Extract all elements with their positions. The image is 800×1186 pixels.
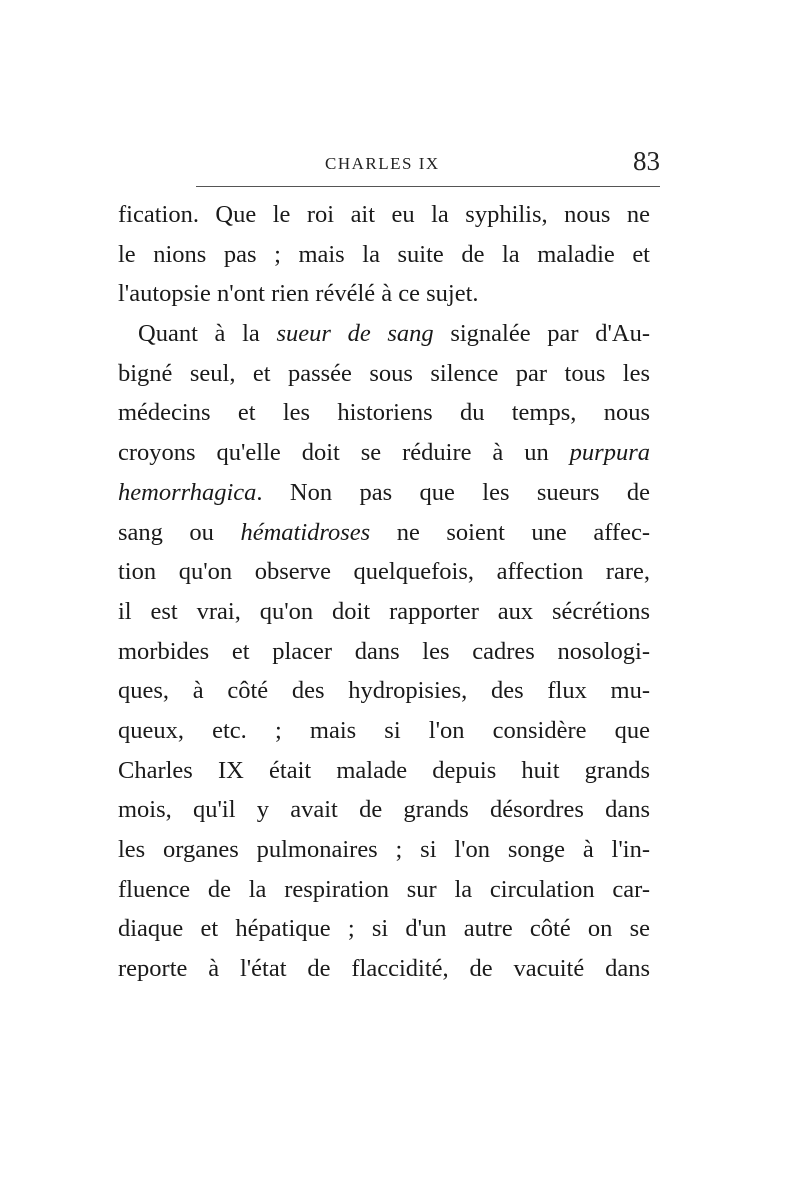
text-line — [118, 473, 650, 513]
text-line: fication. Que le roi ait eu la syphilis, nous ne — [118, 201, 650, 228]
text-segment: signalée par d'Au- — [433, 320, 650, 348]
text-line: il est vrai, qu'on doit rapporter aux sécrétions — [118, 597, 650, 625]
body-text — [118, 195, 650, 989]
italic-term: hemorrhagica — [118, 478, 257, 506]
text-line — [118, 513, 650, 553]
text-line: le nions pas ; mais la suite de la maladie et — [118, 240, 650, 268]
text-line: diaque et hépatique ; si d'un autre côté on se — [118, 915, 650, 943]
text-line: tion qu'on observe quelquefois, affection rare, — [118, 558, 650, 586]
page-number: 83 — [633, 146, 660, 176]
text-line — [118, 314, 650, 354]
italic-term: sueur de sang — [276, 320, 434, 348]
page-header — [120, 146, 660, 186]
text-segment: croyons qu'elle doit se réduire à un — [118, 439, 570, 467]
italic-term: hématidroses — [240, 518, 371, 546]
text-line: morbides et placer dans les cadres nosologi- — [118, 637, 650, 665]
text-line: médecins et les historiens du temps, nous — [118, 399, 650, 427]
text-line: ques, à côté des hydropisies, des flux mu- — [118, 677, 650, 705]
text-line: reporte à l'état de flaccidité, de vacuité dans — [118, 955, 650, 983]
text-line: les organes pulmonaires ; si l'on songe à l'in- — [118, 836, 650, 863]
text-line: queux, etc. ; mais si l'on considère que — [118, 716, 650, 744]
text-segment: . Non pas que les sueurs de — [256, 478, 650, 506]
text-segment: ne soient une affec- — [370, 518, 650, 546]
text-line: Charles IX était malade depuis huit grands — [118, 756, 650, 784]
text-segment: Quant à la — [138, 320, 277, 348]
text-line — [118, 433, 650, 473]
text-line: fluence de la respiration sur la circulation car- — [118, 875, 650, 903]
running-title: CHARLES IX — [325, 154, 440, 173]
text-segment: sang ou — [118, 518, 241, 546]
header-rule — [196, 186, 660, 187]
italic-term: purpura — [569, 439, 650, 467]
text-line: l'autopsie n'ont rien révélé à ce sujet. — [118, 280, 479, 308]
text-line: mois, qu'il y avait de grands désordres dans — [118, 796, 650, 824]
text-line: bigné seul, et passée sous silence par tous les — [118, 359, 650, 387]
